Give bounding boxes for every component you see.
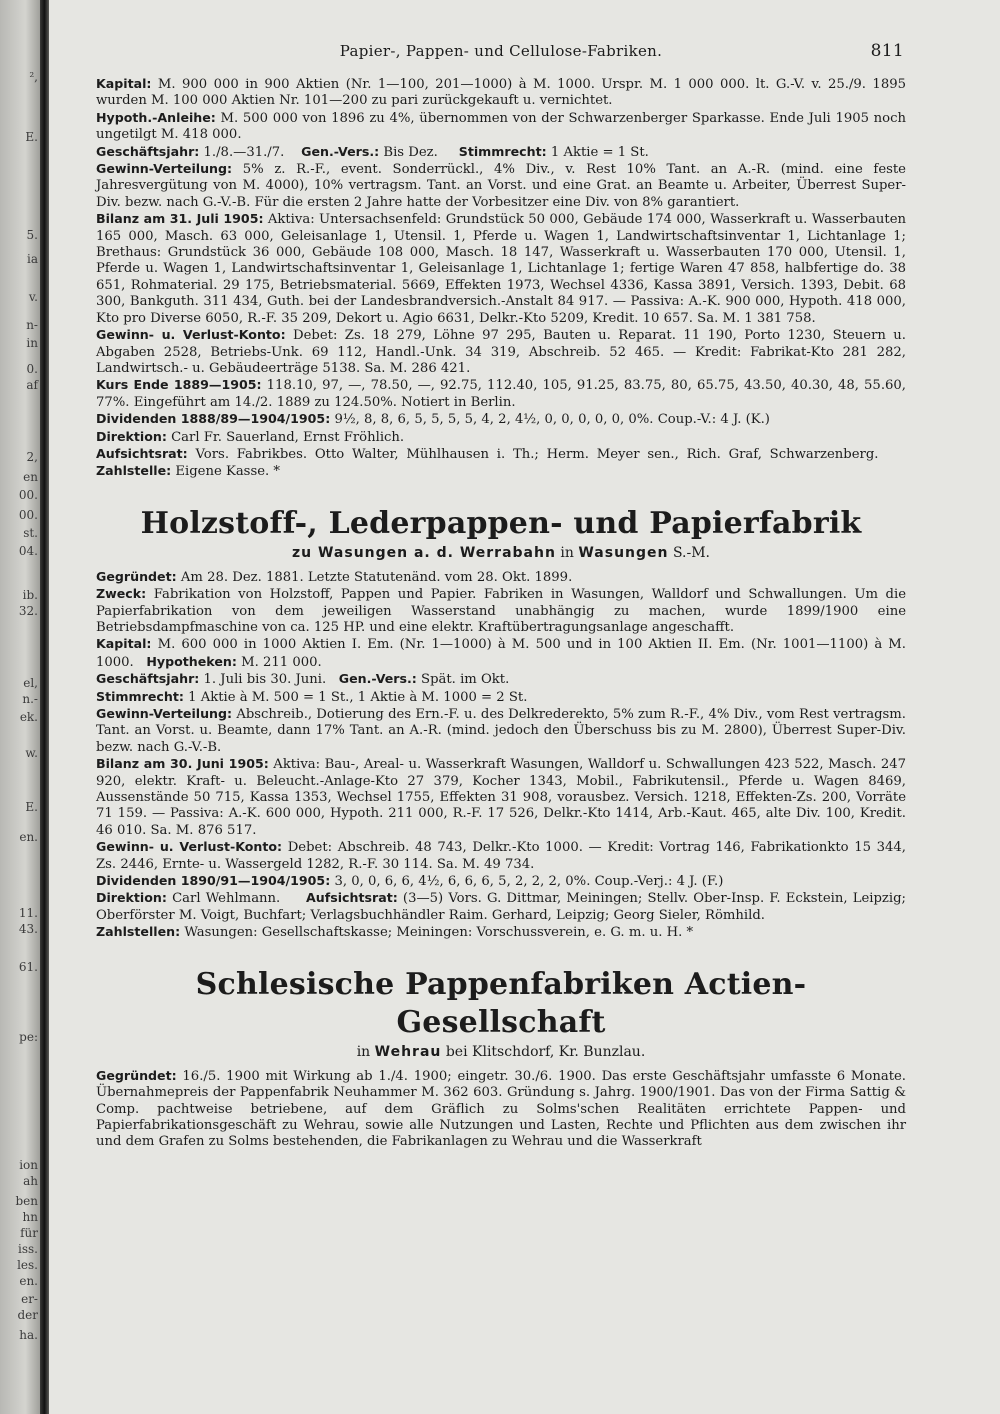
div-text: 9½, 8, 8, 6, 5, 5, 5, 5, 4, 2, 4½, 0, 0, 0, 0, 0, 0%. Coup.-V.: 4 J. (K.) [334, 412, 770, 428]
kurs-label: Kurs Ende 1889—1905: [96, 377, 262, 393]
aufsicht-text: Vors. Fabrikbes. Otto Walter, Mühlhausen i. Th.; Herm. Meyer sen., Rich. Graf, Schwarzenberg. [195, 446, 879, 462]
page-number: 811 [870, 41, 904, 61]
kapital-paragraph [96, 636, 906, 671]
kapital-label: Kapital: [96, 76, 152, 91]
margin-fragment: ib. [22, 588, 38, 602]
zweck-text: Fabrikation von Holzstoff, Pappen und Papier. Fabriken in Wasungen, Walldorf und Schwallungen. Um die Papierfabrikation von dem jeweiligen Wasserstand unabhängig zu machen, wurde 1899/1900 eine Betriebsdampfmaschine von ca. 125 HP. und eine elektr. Kraftübertragungsanlage angeschafft. [96, 587, 906, 635]
margin-fragment: für [20, 1226, 38, 1240]
margin-fragment: en [23, 470, 38, 484]
guv-paragraph [96, 839, 906, 873]
margin-fragment: 2, [26, 450, 38, 464]
geschaeftsjahr-paragraph [96, 671, 906, 688]
hypotheken-label: Hypotheken: [146, 653, 237, 669]
gegruendet-label: Gegründet: [96, 1067, 177, 1083]
gj-label: Geschäftsjahr: [96, 143, 200, 159]
margin-fragment: in [26, 336, 38, 350]
gewinn-text: 5% z. R.-F., event. Sonderrückl., 4% Div., v. Rest 10% Tant. an A.-R. (mind. eine feste Jahresvergütung von M. 4000), 10% vertragsm. Tant. an Vorst. und eine Grat. an Beamte u. Arbeiter, Überrest Super-Div. bezw. nach G.-V.-B. Für die ersten 2 Jahre hatte der Vorbesitzer eine Div. von 8% garantiert. [96, 162, 906, 210]
gegruendet-label: Gegründet: [96, 568, 177, 584]
zahlstelle-text: Eigene Kasse. * [175, 464, 281, 480]
margin-fragment: en. [19, 1274, 38, 1288]
direktion-label: Direktion: [96, 890, 167, 906]
direktion-label: Direktion: [96, 428, 167, 444]
document-page [96, 36, 906, 1151]
bilanz-text: Aktiva: Bau-, Areal- u. Wasserkraft Wasungen, Walldorf u. Schwallungen 423 522, Masch. 247 920, elektr. Kraft- u. Beleucht.-Anlage-Kto 27 379, Kocher 1343, Mobil., Fabrikutensil., Pferde u. Wagen 8469, Aussenstände 50 715, Kassa 1353, Wechsel 1755, Effekten 31 908, vorausbez. Versich. 1218, Effekten-Zs. 200, Vorräte 71 159. — Passiva: A.-K. 600 000, Hypoth. 211 000, R.-F. 17 526, Delkr.-Kto 1414, Arb.-Kaut. 465, alte Div. 100, Kredit. 46 010. Sa. M. 876 517. [96, 757, 906, 838]
gegruendet-paragraph [96, 1068, 906, 1151]
stimmrecht-label: Stimmrecht: [96, 688, 184, 704]
direktion-text: Carl Fr. Sauerland, Ernst Fröhlich. [171, 429, 405, 445]
margin-fragment: 04. [18, 544, 38, 558]
div-text: 3, 0, 0, 6, 6, 4½, 6, 6, 6, 5, 2, 2, 2, 0%. Coup.-Verj.: 4 J. (F.) [334, 874, 724, 890]
bilanz-paragraph [96, 756, 906, 839]
dividenden-paragraph [96, 873, 906, 890]
binding-fold [40, 0, 49, 1414]
stimmrecht-text: 1 Aktie à M. 500 = 1 St., 1 Aktie à M. 1000 = 2 St. [188, 689, 528, 705]
aufsicht-text: (3—5) Vors. G. Dittmar, Meiningen; Stellv. Ober-Insp. F. Eckstein, Leipzig; Oberförster M. Voigt, Buchfart; Verlagsbuchhändler Raim. Gerhard, Leipzig; Georg Sieler, Römhild. [96, 891, 906, 923]
guv-label: Gewinn- u. Verlust-Konto: [96, 327, 286, 343]
gewinn-paragraph [96, 706, 906, 756]
div-label: Dividenden 1888/89—1904/1905: [96, 411, 331, 427]
company-entry-2 [96, 505, 906, 942]
kurs-paragraph [96, 377, 906, 411]
gv-text: Spät. im Okt. [421, 672, 510, 688]
zahlstellen-paragraph [96, 924, 906, 941]
kapital-text: M. 900 000 in 900 Aktien (Nr. 1—100, 201—1000) à M. 1000. Urspr. M. 1 000 000. lt. G.-V. v. 25./9. 1895 wurden M. 100 000 Aktien Nr. 101—200 zu pari zurückgekauft u. vernichtet. [96, 77, 906, 109]
gj-text: 1. Juli bis 30. Juni. [203, 672, 327, 688]
margin-fragment: n- [26, 318, 38, 332]
location-in: in [356, 1043, 371, 1060]
margin-fragment: 11. [18, 906, 38, 920]
direktion-text: Carl Wehlmann. [172, 891, 281, 907]
company-heading: Schlesische Pappenfabriken Actien-Gesellschaft [195, 966, 807, 1040]
margin-fragment: af [26, 378, 38, 392]
hypoth-paragraph [96, 110, 906, 144]
direktion-paragraph [96, 890, 906, 924]
div-label: Dividenden 1890/91—1904/1905: [96, 873, 331, 889]
bilanz-paragraph [96, 211, 906, 327]
company-heading: Holzstoff-, Lederpappen- und Papierfabrik [140, 505, 862, 541]
gegruendet-paragraph [96, 569, 906, 586]
margin-fragment: ia [27, 252, 38, 266]
gegruendet-text: 16./5. 1900 mit Wirkung ab 1./4. 1900; eingetr. 30./6. 1900. Das erste Geschäftsjahr umfasste 6 Monate. Übernahmepreis der Pappenfabrik Neuhammer M. 362 603. Gründung s. Jahrg. 1900/1901. Das von der Firma Sattig & Comp. pachtweise betriebene, auf dem Gräflich zu Solms'schen Realitäten errichtete Pappen- und Papierfabrikationsgeschäft zu Wehrau, sowie alle Nutzungen und Lasten, Rechte und Pflichten aus dem zwischen ihr und dem Grafen zu Solms bestehenden, die Fabrikanlagen zu Wehrau und die Wasserkraft [96, 1068, 906, 1150]
margin-fragment: 61. [18, 960, 38, 974]
zahlstelle-label: Zahlstelle: [96, 463, 172, 479]
margin-fragment: w. [25, 746, 38, 760]
margin-fragment: 32. [18, 604, 38, 618]
aufsichtsrat-paragraph [96, 446, 906, 481]
margin-fragment: 00. [18, 508, 38, 522]
zweck-label: Zweck: [96, 586, 147, 602]
stimmrecht-label: Stimmrecht: [458, 143, 547, 159]
gv-text: Bis Dez. [383, 144, 438, 160]
aufsicht-label: Aufsichtsrat: [96, 445, 188, 461]
margin-fragment: der [17, 1308, 38, 1322]
gegruendet-text: Am 28. Dez. 1881. Letzte Statutenänd. vom 28. Okt. 1899. [180, 569, 573, 585]
gewinn-label: Gewinn-Verteilung: [96, 161, 233, 177]
margin-fragment: 00. [18, 488, 38, 502]
company-location [96, 1042, 906, 1062]
bilanz-label: Bilanz am 31. Juli 1905: [96, 211, 264, 227]
location-suffix: bei Klitschdorf, Kr. Bunzlau. [445, 1043, 646, 1060]
kapital-label: Kapital: [96, 636, 152, 652]
margin-fragment: v. [28, 290, 38, 304]
margin-fragment: en. [19, 830, 38, 844]
direktion-paragraph [96, 429, 906, 446]
hypotheken-text: M. 211 000. [241, 654, 322, 670]
margin-fragment: pe: [19, 1030, 38, 1044]
company-entry-1 [96, 76, 906, 481]
company-location [96, 543, 906, 563]
company-entry-3 [96, 966, 906, 1151]
guv-text: Debet: Zs. 18 279, Löhne 97 295, Bauten u. Reparat. 11 190, Porto 1230, Steuern u. Abgaben 2528, Betriebs-Unk. 69 112, Handl.-Unk. 34 319, Abschreib. 52 465. — Kredit: Fabrikat-Kto 281 282, Landwirtsch.- u. Gebäudeerträge 5138. Sa. M. 286 421. [96, 328, 906, 376]
margin-fragment: ², [29, 70, 38, 84]
zweck-paragraph [96, 586, 906, 636]
geschaeftsjahr-paragraph [96, 144, 906, 161]
margin-fragment: 0. [26, 362, 38, 376]
gj-text: 1./8.—31./7. [203, 144, 285, 160]
running-head [96, 36, 906, 66]
location-in: in [560, 544, 574, 561]
guv-label: Gewinn- u. Verlust-Konto: [96, 839, 283, 855]
margin-fragment: n.- [22, 692, 38, 706]
margin-fragment: ha. [19, 1328, 38, 1342]
kapital-paragraph [96, 76, 906, 110]
margin-fragment: 5. [26, 228, 38, 242]
margin-fragment: st. [23, 526, 38, 540]
zahlstellen-label: Zahlstellen: [96, 924, 181, 940]
margin-fragment: ben [15, 1194, 38, 1208]
stimmrecht-text: 1 Aktie = 1 St. [550, 144, 649, 160]
gewinn-paragraph [96, 161, 906, 211]
kurs-text: 118.10, 97, —, 78.50, —, 92.75, 112.40, 105, 91.25, 83.75, 80, 65.75, 43.50, 40.30, 48, 55.60, 77%. Eingeführt am 14./2. 1889 zu 124.50%. Notiert in Berlin. [96, 378, 906, 410]
location-place: Wasungen [578, 544, 669, 561]
location-place: Wehrau [374, 1043, 442, 1060]
bilanz-label: Bilanz am 30. Juni 1905: [96, 756, 269, 772]
kapital-text: M. 600 000 in 1000 Aktien I. Em. (Nr. 1—1000) à M. 500 und in 100 Aktien II. Em. (Nr. 1001—1100) à M. 1000. [96, 637, 906, 670]
gj-label: Geschäftsjahr: [96, 671, 200, 687]
hypoth-text: M. 500 000 von 1896 zu 4%, übernommen von der Schwarzenberger Sparkasse. Ende Juli 1905 noch ungetilgt M. 418 000. [96, 110, 906, 143]
gewinn-label: Gewinn-Verteilung: [96, 706, 233, 721]
margin-fragment: ah [23, 1174, 38, 1188]
margin-fragment: ion [19, 1158, 38, 1172]
gv-label: Gen.-Vers.: [338, 671, 417, 687]
margin-fragment: hn [22, 1210, 38, 1224]
margin-fragment: 43. [18, 922, 38, 936]
gewinn-text: Abschreib., Dotierung des Ern.-F. u. des Delkrederekto, 5% zum R.-F., 4% Div., vom Rest vertragsm. Tant. an Vorst. u. Beamte, dann 17% Tant. an A.-R. (mind. jedoch den Überschuss bis zu M. 2800), Überrest Super-Div. bezw. nach G.-V.-B. [96, 707, 906, 755]
margin-fragment: E. [25, 130, 38, 144]
hypoth-label: Hypoth.-Anleihe: [96, 109, 216, 125]
margin-fragment: iss. [18, 1242, 38, 1256]
company-name-suffix: zu Wasungen a. d. Werrabahn [291, 544, 556, 561]
margin-fragment: les. [17, 1258, 38, 1272]
running-head-title: Papier-, Pappen- und Cellulose-Fabriken. [339, 42, 663, 60]
bilanz-text: Aktiva: Untersachsenfeld: Grundstück 50 000, Gebäude 174 000, Wasserkraft u. Wasserbauten 165 000, Masch. 63 000, Geleisanlage 1, Utensil. 1, Pferde u. Wagen 1, Landwirtschaftsinventar 1, Lichtanlage 1; Brethaus: Grundstück 36 000, Gebäude 108 000, Masch. 18 147, Wasserkraft u. Wasserbauten 170 000, Utensil. 1, Pferde u. Wagen 1, Landwirtschaftsinventar 1, Geleisanlage 1, Lichtanlage 1; fertige Waren 47 858, halbfertige do. 38 651, Rohmaterial. 29 175, Betriebsmaterial. 5669, Effekten 1973, Wechsel 4336, Kassa 3891, Versich. 1393, Debit. 68 300, Bankguth. 311 434, Guth. bei der Landesbrandversich.-Anstalt 84 917. — Passiva: A.-K. 900 000, Hypoth. 418 000, Kto pro Diverse 6050, R.-F. 35 209, Dekort u. Agio 6631, Delkr.-Kto 5209, Kredit. 10 657. Sa. M. 1 381 758. [96, 212, 907, 326]
guv-text: Debet: Abschreib. 48 743, Delkr.-Kto 1000. — Kredit: Vortrag 146, Fabrikationkto 15 344, Zs. 2446, Ernte- u. Wassergeld 1282, R.-F. 30 114. Sa. M. 49 734. [96, 840, 906, 872]
stimmrecht-paragraph [96, 689, 906, 706]
margin-fragment: er- [21, 1292, 38, 1306]
margin-fragment: E. [25, 800, 38, 814]
gv-label: Gen.-Vers.: [301, 143, 380, 159]
zahlstellen-text: Wasungen: Gesellschaftskasse; Meiningen: Vorschussverein, e. G. m. u. H. * [184, 925, 694, 941]
margin-fragment: el, [23, 676, 38, 690]
location-suffix: S.-M. [672, 544, 711, 561]
dividenden-paragraph [96, 411, 906, 428]
aufsicht-label: Aufsichtsrat: [306, 890, 398, 906]
margin-fragment: ek. [19, 710, 38, 724]
guv-paragraph [96, 327, 906, 377]
